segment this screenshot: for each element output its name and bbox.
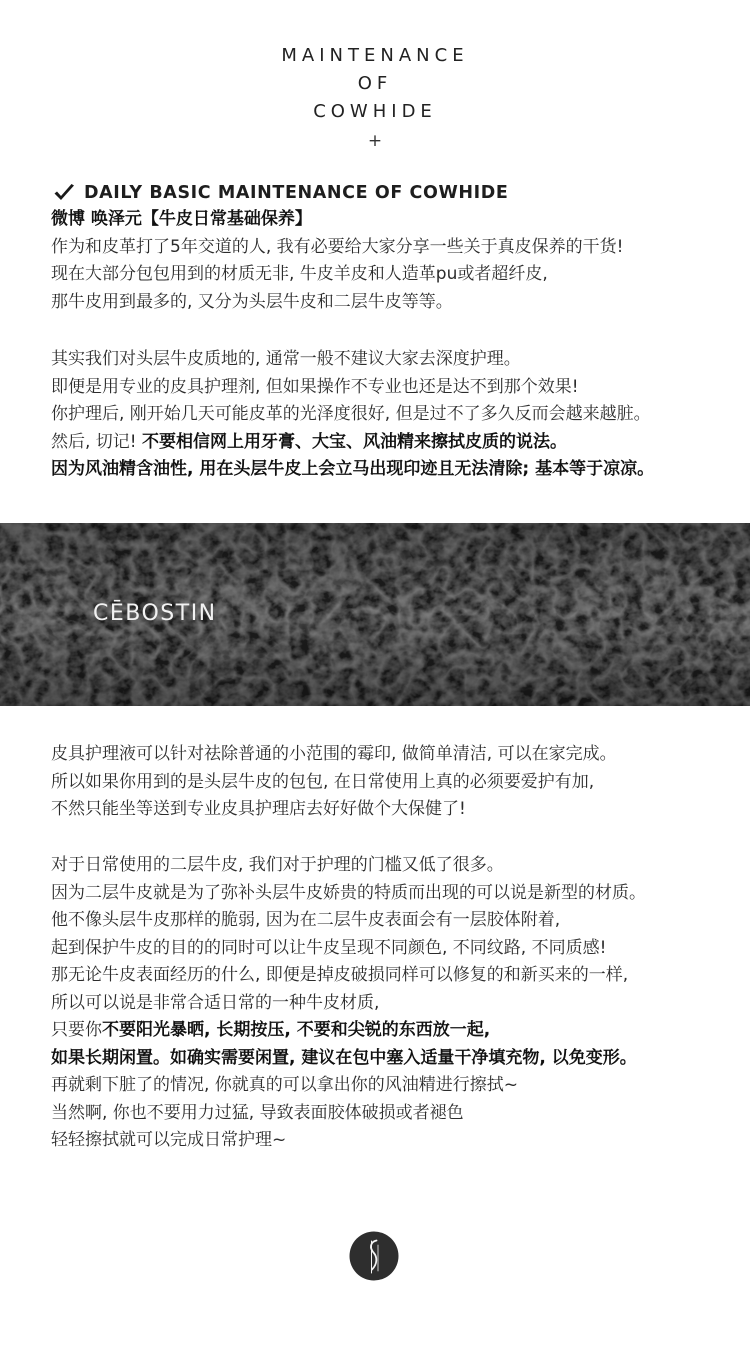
paragraph-line: 作为和皮革打了5年交道的人, 我有必要给大家分享一些关于真皮保养的干货! xyxy=(51,236,624,257)
paragraph-line: 现在大部分包包用到的材质无非, 牛皮羊皮和人造革pu或者超纤皮, xyxy=(51,264,548,284)
paragraph-line: 即便是用专业的皮具护理剂, 但如果操作不专业也还是达不到那个效果! xyxy=(51,376,579,397)
warning-text-block xyxy=(51,346,741,484)
paragraph-line: 所以可以说是非常合适日常的一种牛皮材质, xyxy=(51,992,380,1013)
paragraph-line: 不然只能坐等送到专业皮具护理店去好好做个大保健了! xyxy=(51,799,466,819)
paragraph-line: 起到保护牛皮的目的的同时可以让牛皮呈现不同颜色, 不同纹路, 不同质感! xyxy=(51,937,607,958)
paragraph-line: 所以如果你用到的是头层牛皮的包包, 在日常使用上真的必须要爱护有加, xyxy=(51,771,595,792)
paragraph-line: 那无论牛皮表面经历的什么, 即便是掉皮破损同样可以修复的和新买来的一样, xyxy=(51,965,629,985)
paragraph-line: 皮具护理液可以针对祛除普通的小范围的霉印, 做简单清洁, 可以在家完成。 xyxy=(51,744,617,764)
page-header xyxy=(0,42,750,156)
paragraph-line: 再就剩下脏了的情况, 你就真的可以拿出你的风油精进行擦拭~ xyxy=(51,1075,519,1095)
care-text-block xyxy=(51,741,741,824)
header-title-line-3: COWHIDE xyxy=(313,101,437,122)
header-plus-sign: + xyxy=(367,131,383,151)
paragraph-line: 那牛皮用到最多的, 又分为头层牛皮和二层牛皮等等。 xyxy=(51,291,453,312)
bold-advice-line: 如果长期闲置。如确实需要闲置, 建议在包中塞入适量干净填充物, 以免变形。 xyxy=(51,1047,637,1068)
paragraph-line xyxy=(51,429,741,457)
intro-text-block xyxy=(51,206,741,316)
intro-heading: 微博 唤泽元【牛皮日常基础保养】 xyxy=(51,209,312,229)
bold-warning-line: 因为风油精含油性, 用在头层牛皮上会立马出现印迹且无法清除; 基本等于凉凉。 xyxy=(51,459,655,479)
paragraph-line-prefix: 然后, 切记! xyxy=(51,431,143,452)
paragraph-line: 他不像头层牛皮那样的脆弱, 因为在二层牛皮表面会有一层胶体附着, xyxy=(51,910,561,930)
header-title-line-2: OF xyxy=(357,73,393,94)
paragraph-line: 你护理后, 刚开始几天可能皮革的光泽度很好, 但是过不了多久反而会越来越脏。 xyxy=(51,404,651,424)
paragraph-line: 当然啊, 你也不要用力过猛, 导致表面胶体破损或者褪色 xyxy=(51,1102,464,1123)
paragraph-line xyxy=(51,1017,741,1045)
brand-monogram-logo xyxy=(349,1231,399,1281)
checkmark-icon xyxy=(52,181,76,205)
paragraph-line: 轻轻擦拭就可以完成日常护理~ xyxy=(51,1130,287,1150)
section-title xyxy=(52,178,508,208)
brand-name: CĒBOSTIN xyxy=(93,601,217,626)
paragraph-line-prefix: 只要你 xyxy=(51,1020,102,1040)
bold-advice: 不要阳光暴晒, 长期按压, 不要和尖锐的东西放一起, xyxy=(102,1020,491,1040)
bold-warning: 不要相信网上用牙膏、大宝、风油精来擦拭皮质的说法。 xyxy=(142,431,568,452)
paragraph-line: 其实我们对头层牛皮质地的, 通常一般不建议大家去深度护理。 xyxy=(51,349,521,369)
split-leather-text-block xyxy=(51,852,741,1155)
header-title-line-1: MAINTENANCE xyxy=(281,45,469,66)
paragraph-line: 因为二层牛皮就是为了弥补头层牛皮娇贵的特质而出现的可以说是新型的材质。 xyxy=(51,882,646,903)
section-title-text: DAILY BASIC MAINTENANCE OF COWHIDE xyxy=(84,183,509,203)
paragraph-line: 对于日常使用的二层牛皮, 我们对于护理的门槛又低了很多。 xyxy=(51,855,504,875)
